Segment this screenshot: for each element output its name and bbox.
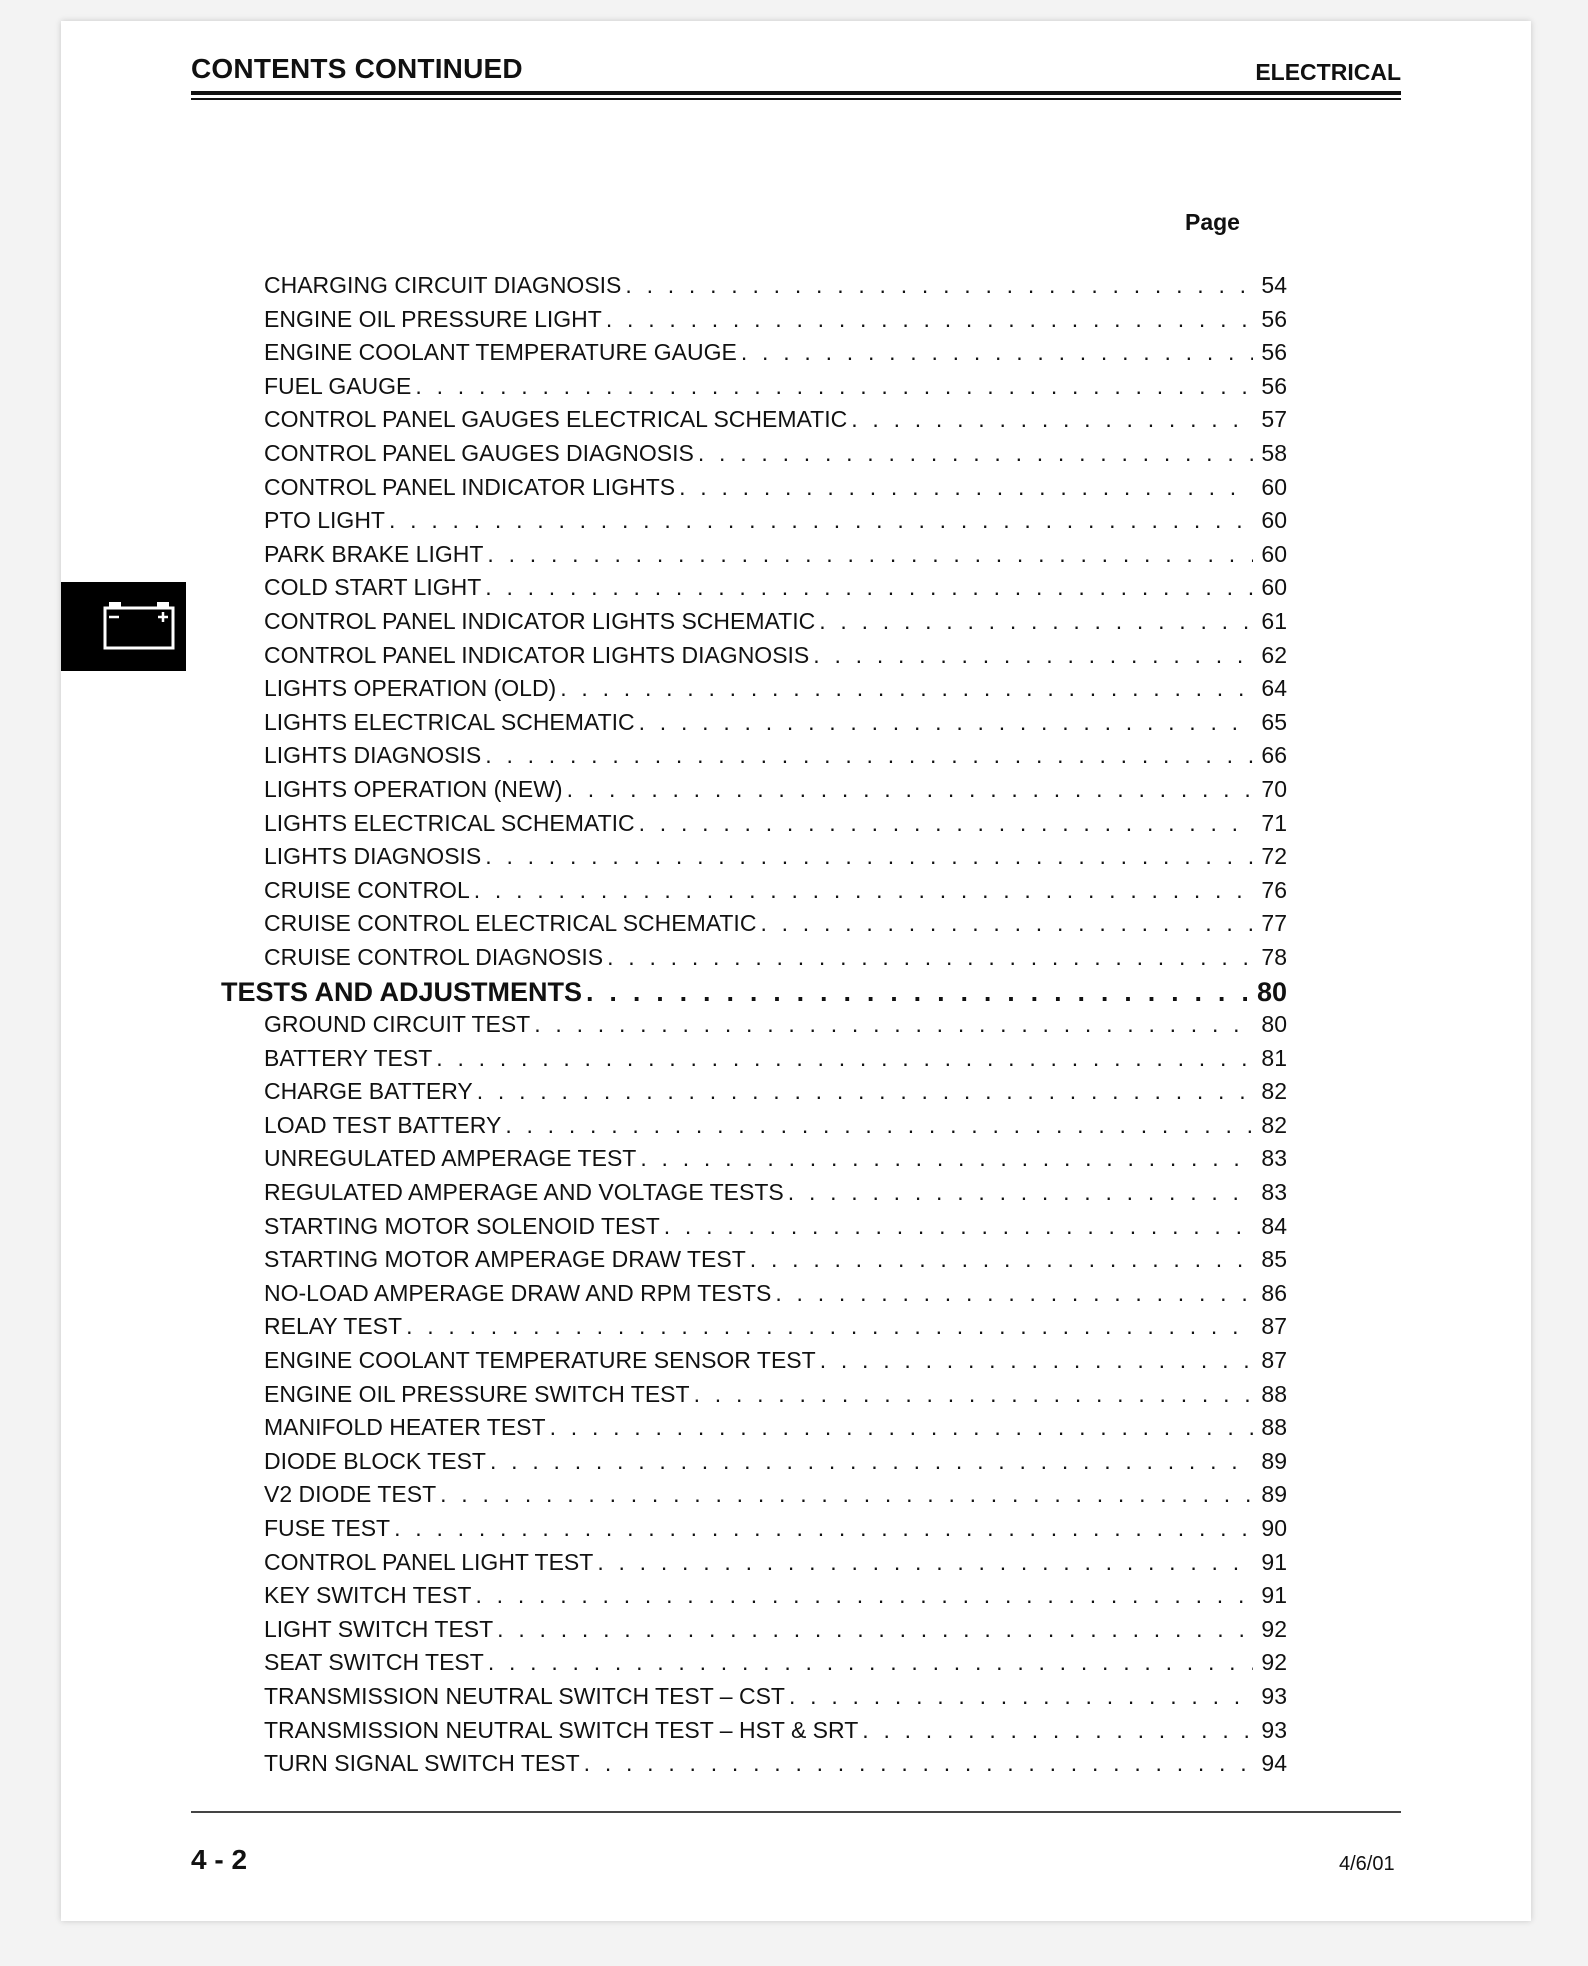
toc-entry-title: LIGHT SWITCH TEST — [264, 1615, 494, 1642]
toc-entry — [221, 574, 1287, 608]
toc-entry-page: 71 — [1261, 809, 1287, 836]
toc-entry-title: CONTROL PANEL LIGHT TEST — [264, 1548, 594, 1575]
header-rule-thin — [191, 98, 1401, 100]
toc-entry-page: 60 — [1261, 540, 1287, 567]
toc-entry — [221, 306, 1287, 340]
toc-leader-dots — [485, 742, 1253, 769]
toc-entry-title: PTO LIGHT — [264, 507, 385, 534]
toc-entry-title: DIODE BLOCK TEST — [264, 1447, 486, 1474]
toc-entry — [221, 507, 1287, 541]
toc-leader-dots — [505, 1112, 1253, 1139]
toc-leader-dots — [760, 910, 1253, 937]
toc-entry-title: ENGINE OIL PRESSURE LIGHT — [264, 305, 602, 332]
toc-entry-title: UNREGULATED AMPERAGE TEST — [264, 1145, 637, 1172]
toc-entry-title: CONTROL PANEL GAUGES ELECTRICAL SCHEMATIC — [264, 406, 848, 433]
toc-entry-title: LIGHTS DIAGNOSIS — [264, 843, 482, 870]
toc-entry-page: 58 — [1261, 439, 1287, 466]
toc-entry — [221, 1213, 1287, 1247]
toc-entry — [221, 1112, 1287, 1146]
toc-entry — [221, 608, 1287, 642]
toc-entry-page: 70 — [1261, 775, 1287, 802]
toc-leader-dots — [474, 877, 1253, 904]
toc-entry — [221, 406, 1287, 440]
toc-entry-title: CONTROL PANEL GAUGES DIAGNOSIS — [264, 439, 694, 466]
toc-entry-page: 80 — [1261, 1011, 1287, 1038]
toc-leader-dots — [485, 574, 1253, 601]
toc-leader-dots — [487, 541, 1253, 568]
toc-entry-page: 92 — [1261, 1649, 1287, 1676]
toc-leader-dots — [819, 608, 1253, 635]
toc-leader-dots — [406, 1313, 1253, 1340]
toc-leader-dots — [436, 1045, 1253, 1072]
toc-leader-dots — [698, 440, 1253, 467]
toc-leader-dots — [440, 1481, 1253, 1508]
toc-entry-page: 89 — [1261, 1481, 1287, 1508]
toc-entry-title: MANIFOLD HEATER TEST — [264, 1414, 546, 1441]
footer-page-number: 4 - 2 — [191, 1844, 248, 1875]
toc-entry — [221, 1078, 1287, 1112]
toc-entry — [221, 1179, 1287, 1213]
toc-leader-dots — [813, 642, 1253, 669]
toc-entry-title: REGULATED AMPERAGE AND VOLTAGE TESTS — [264, 1179, 784, 1206]
toc-entry-title: TRANSMISSION NEUTRAL SWITCH TEST – HST & SRT — [264, 1716, 859, 1743]
toc-leader-dots — [597, 1549, 1253, 1576]
toc-entry-page: 82 — [1261, 1078, 1287, 1105]
toc-leader-dots — [775, 1280, 1253, 1307]
toc-entry — [221, 1347, 1287, 1381]
toc-leader-dots — [664, 1213, 1253, 1240]
toc-leader-dots — [679, 474, 1253, 501]
toc-entry — [221, 1616, 1287, 1650]
toc-entry-title: LIGHTS DIAGNOSIS — [264, 742, 482, 769]
toc-entry — [221, 1717, 1287, 1751]
toc-leader-dots — [534, 1011, 1253, 1038]
toc-leader-dots — [862, 1717, 1253, 1744]
toc-entry — [221, 1582, 1287, 1616]
toc-entry-title: TRANSMISSION NEUTRAL SWITCH TEST – CST — [264, 1682, 785, 1709]
toc-entry-page: 77 — [1261, 910, 1287, 937]
toc-entry-title: COLD START LIGHT — [264, 574, 482, 601]
toc-entry-title: CRUISE CONTROL ELECTRICAL SCHEMATIC — [264, 910, 757, 937]
header-rule-thick — [191, 91, 1401, 95]
toc-leader-dots — [567, 776, 1253, 803]
toc-leader-dots — [394, 1515, 1253, 1542]
toc-entry-page: 83 — [1261, 1145, 1287, 1172]
toc-leader-dots — [584, 1750, 1253, 1777]
toc-entry-page: 78 — [1261, 943, 1287, 970]
toc-entry-title: LIGHTS OPERATION (OLD) — [264, 675, 557, 702]
toc-entry — [221, 541, 1287, 575]
document-page — [61, 21, 1531, 1921]
toc-leader-dots — [389, 507, 1253, 534]
battery-icon — [101, 600, 177, 650]
toc-entry — [221, 1011, 1287, 1045]
toc-entry — [221, 944, 1287, 978]
toc-entry-page: 86 — [1261, 1279, 1287, 1306]
toc-entry-title: STARTING MOTOR AMPERAGE DRAW TEST — [264, 1246, 746, 1273]
toc-entry — [221, 1649, 1287, 1683]
toc-entry-page: 56 — [1261, 339, 1287, 366]
toc-entry-page: 85 — [1261, 1246, 1287, 1273]
section-tab — [61, 582, 186, 671]
toc-entry-title: CRUISE CONTROL — [264, 876, 470, 903]
toc-entry-page: 93 — [1261, 1682, 1287, 1709]
toc-entry — [221, 1246, 1287, 1280]
toc-entry-page: 82 — [1261, 1111, 1287, 1138]
toc-entry-title: LIGHTS ELECTRICAL SCHEMATIC — [264, 708, 635, 735]
toc-entry — [221, 1145, 1287, 1179]
toc-leader-dots — [477, 1078, 1253, 1105]
toc-entry-page: 90 — [1261, 1514, 1287, 1541]
toc-entry-title: KEY SWITCH TEST — [264, 1582, 472, 1609]
toc-entry-title: GROUND CIRCUIT TEST — [264, 1011, 531, 1038]
toc-leader-dots — [788, 1179, 1253, 1206]
toc-entry-title: TESTS AND ADJUSTMENTS — [221, 977, 583, 1008]
toc-entry-title: CONTROL PANEL INDICATOR LIGHTS — [264, 473, 676, 500]
toc-entry-title: V2 DIODE TEST — [264, 1481, 437, 1508]
toc-entry — [221, 440, 1287, 474]
toc-entry-title: TURN SIGNAL SWITCH TEST — [264, 1750, 580, 1777]
toc-leader-dots — [550, 1414, 1253, 1441]
toc-entry-page: 72 — [1261, 843, 1287, 870]
toc-entry-title: LIGHTS OPERATION (NEW) — [264, 775, 563, 802]
toc-entry — [221, 474, 1287, 508]
toc-entry — [221, 1381, 1287, 1415]
toc-leader-dots — [694, 1381, 1253, 1408]
toc-entry-title: CRUISE CONTROL DIAGNOSIS — [264, 943, 604, 970]
header-title: CONTENTS CONTINUED — [191, 53, 523, 84]
toc-leader-dots — [639, 810, 1253, 837]
toc-entry-title: ENGINE COOLANT TEMPERATURE SENSOR TEST — [264, 1347, 816, 1373]
toc-entry — [221, 910, 1287, 944]
toc-entry-page: 81 — [1261, 1044, 1287, 1071]
toc-entry-page: 93 — [1261, 1716, 1287, 1743]
toc-entry-title: PARK BRAKE LIGHT — [264, 540, 484, 567]
toc-entry-page: 88 — [1261, 1380, 1287, 1407]
toc-leader-dots — [415, 373, 1253, 400]
toc-entry — [221, 1750, 1287, 1784]
toc-entry — [221, 1481, 1287, 1515]
toc-entry-title: CHARGING CIRCUIT DIAGNOSIS — [264, 272, 622, 298]
toc-leader-dots — [750, 1246, 1253, 1273]
toc-entry-title: NO-LOAD AMPERAGE DRAW AND RPM TESTS — [264, 1279, 772, 1306]
toc-entry-title: RELAY TEST — [264, 1313, 403, 1340]
toc-entry-page: 54 — [1261, 272, 1287, 298]
toc-leader-dots — [586, 977, 1251, 1008]
toc-entry-page: 60 — [1261, 473, 1287, 500]
toc-entry-page: 87 — [1261, 1313, 1287, 1340]
toc-leader-dots — [497, 1616, 1253, 1643]
toc-entry-title: LIGHTS ELECTRICAL SCHEMATIC — [264, 809, 635, 836]
toc-entry-page: 62 — [1261, 641, 1287, 668]
toc-entry-title: CHARGE BATTERY — [264, 1078, 473, 1105]
toc-entry-page: 92 — [1261, 1615, 1287, 1642]
toc-entry — [221, 1448, 1287, 1482]
toc-entry — [221, 339, 1287, 373]
toc-entry-page: 76 — [1261, 876, 1287, 903]
toc-entry-page: 60 — [1261, 574, 1287, 601]
toc-entry-title: ENGINE OIL PRESSURE SWITCH TEST — [264, 1380, 690, 1407]
toc-entry-page: 57 — [1261, 406, 1287, 433]
footer-rule — [191, 1811, 1401, 1813]
toc-entry-page: 83 — [1261, 1179, 1287, 1206]
toc-entry-title: ENGINE COOLANT TEMPERATURE GAUGE — [264, 339, 737, 366]
toc-entry-page: 66 — [1261, 742, 1287, 769]
table-of-contents — [221, 272, 1287, 1784]
toc-entry — [221, 1280, 1287, 1314]
toc-leader-dots — [485, 843, 1253, 870]
toc-entry-page: 87 — [1261, 1347, 1287, 1373]
toc-leader-dots — [639, 709, 1253, 736]
toc-entry — [221, 272, 1287, 306]
toc-entry — [221, 675, 1287, 709]
toc-entry-title: STARTING MOTOR SOLENOID TEST — [264, 1212, 660, 1239]
toc-entry-page: 88 — [1261, 1414, 1287, 1441]
toc-entry — [221, 843, 1287, 877]
footer-date: 4/6/01 — [1339, 1853, 1395, 1875]
toc-entry-title: CONTROL PANEL INDICATOR LIGHTS SCHEMATIC — [264, 607, 816, 634]
toc-leader-dots — [475, 1582, 1253, 1609]
toc-entry — [221, 642, 1287, 676]
toc-leader-dots — [488, 1649, 1253, 1676]
toc-entry — [221, 877, 1287, 911]
toc-entry — [221, 1549, 1287, 1583]
toc-entry — [221, 1414, 1287, 1448]
toc-entry-title: BATTERY TEST — [264, 1044, 433, 1071]
toc-leader-dots — [741, 339, 1253, 366]
toc-entry-page: 56 — [1261, 305, 1287, 332]
toc-entry — [221, 742, 1287, 776]
toc-entry — [221, 1045, 1287, 1079]
toc-entry-title: SEAT SWITCH TEST — [264, 1649, 484, 1676]
toc-entry-page: 61 — [1261, 607, 1287, 634]
toc-leader-dots — [625, 272, 1253, 299]
toc-entry-page: 91 — [1261, 1548, 1287, 1575]
toc-entry-title: LOAD TEST BATTERY — [264, 1111, 502, 1138]
toc-entry — [221, 709, 1287, 743]
toc-leader-dots — [490, 1448, 1253, 1475]
toc-entry-title: CONTROL PANEL INDICATOR LIGHTS DIAGNOSIS — [264, 641, 810, 668]
toc-entry-page: 94 — [1261, 1750, 1287, 1777]
toc-leader-dots — [606, 306, 1253, 333]
toc-leader-dots — [789, 1683, 1253, 1710]
toc-entry-page: 60 — [1261, 507, 1287, 534]
toc-entry-title: FUEL GAUGE — [264, 372, 412, 399]
toc-section-heading — [221, 977, 1287, 1011]
header-section: ELECTRICAL — [1255, 59, 1401, 85]
toc-entry — [221, 776, 1287, 810]
toc-entry-page: 89 — [1261, 1447, 1287, 1474]
page-header — [191, 53, 1401, 93]
toc-entry — [221, 1313, 1287, 1347]
toc-entry — [221, 1515, 1287, 1549]
toc-entry-page: 84 — [1261, 1212, 1287, 1239]
toc-entry-page: 91 — [1261, 1582, 1287, 1609]
toc-entry-page: 80 — [1256, 977, 1287, 1008]
toc-leader-dots — [640, 1145, 1253, 1172]
toc-leader-dots — [607, 944, 1253, 971]
page-column-label: Page — [1185, 209, 1240, 235]
toc-leader-dots — [820, 1347, 1253, 1374]
toc-leader-dots — [851, 406, 1253, 433]
toc-entry-page: 65 — [1261, 708, 1287, 735]
toc-entry-title: FUSE TEST — [264, 1514, 391, 1541]
toc-leader-dots — [560, 675, 1253, 702]
toc-entry — [221, 1683, 1287, 1717]
toc-entry-page: 56 — [1261, 372, 1287, 399]
toc-entry — [221, 810, 1287, 844]
toc-entry — [221, 373, 1287, 407]
toc-entry-page: 64 — [1261, 675, 1287, 702]
